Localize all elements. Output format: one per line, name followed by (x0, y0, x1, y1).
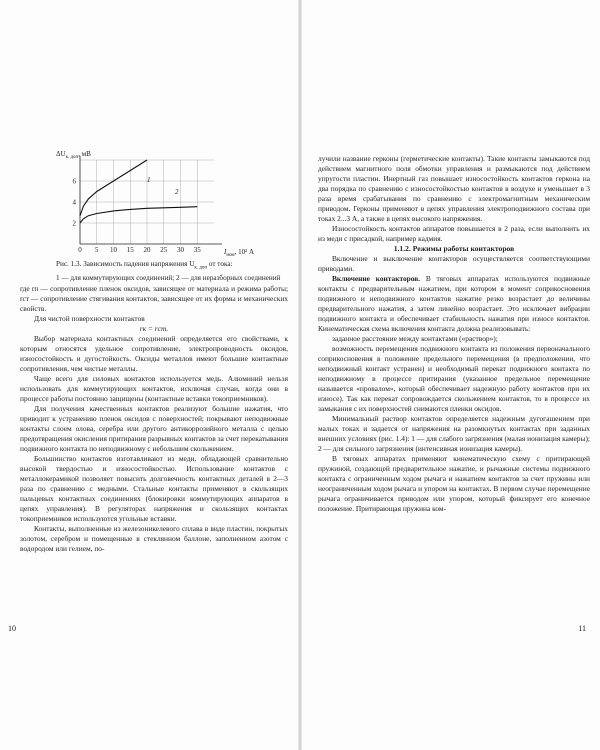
paragraph: возможность перемещения подвижного контакта из положения первоначального соприкосновения в положение предельного перемещения (в предположении, что неподвижный контакт устранен) и необходимый перекат подвижного контакта по неподвижному в процессе притирания (указанное предельное перемещение называется «провалом», который обеспечивает надежную работу контактов при их износе). Так как перекат сопровождается скольжением контактов, то в процессе их замыкания с их поверхностей снимаются пленки оксидов. (318, 344, 590, 413)
y-tick-label: 6 (72, 177, 76, 186)
paragraph: Выбор материала контактных соединений определяется его свойствами, к которым относятся удельное сопротивление, электропроводность оксидов, износостойкость и дугостойкость. Оксиды металлов имеют большие контактные сопротивления, чем чистые металлы. (20, 334, 288, 373)
right-page (304, 0, 600, 750)
page-number-right: 11 (578, 624, 586, 633)
y-axis-label: $\Delta U_{к. доп}$, мВ (56, 150, 91, 160)
run-in-heading: Включение контакторов. (332, 274, 421, 283)
paragraph: Для чистой поверхности контактов (34, 314, 145, 323)
paragraph: Чаще всего для силовых контактов используется медь. Алюминий нельзя использовать для коммутирующих контактов, исключая случаи, когда они в процессе работы постоянно защищены (контактные вставки токоприемников). (20, 374, 288, 403)
left-text-column (20, 284, 288, 554)
paragraph: Износостойкость контактов аппаратов повышается в 2 раза, если выполнить их из меди с присадкой, например кадмия. (318, 224, 590, 243)
paragraph: Включение и выключение контакторов осуществляется соответствующими приводами. (318, 254, 590, 273)
x-tick-label: 30 (177, 246, 184, 254)
figure-1-3-chart (54, 148, 278, 260)
figure-caption: Рис. 1.3. Зависимость падения напряжения $U_{к. доп}$ от тока: 1 — для коммутирующих соединений; 2 — для неразборных соединений (56, 260, 281, 283)
paragraph: Включение контакторов. В тяговых аппаратах используются подвижные контакты с предварительным нажатием, при котором в момент соприкосновения подвижного и неподвижного контактов нажатие резко возрастает до величины предварительного нажатия, а затем линейно возрастает. Это исключает вибрации подвижного контакта и обеспечивает стабильность нажатия при износе контактов. Кинематическая схема включения контакта должна реализовывать: (318, 274, 590, 333)
x-tick-label: 15 (126, 246, 134, 254)
x-tick-label: 20 (143, 246, 151, 254)
x-tick-label: 0 (78, 246, 82, 254)
paragraph: заданное расстояние между контактами («раствор»); (332, 334, 498, 343)
curve-1-label: 1 (147, 176, 151, 184)
book-gutter (298, 0, 302, 750)
formula: rк = rст. (139, 324, 169, 333)
x-tick-label: 35 (193, 246, 201, 254)
paragraph: Большинство контактов изготавливают из меди, обладающей сравнительно высокой твердостью и износостойкостью. Использование контактов с металлокерамикой позволяет повысить долговечность контактных деталей в 2—3 раза по сравнению с медными. Стальные контакты применяют в скользящих пальцевых контактных соединениях (блокировки коммутирующих аппаратов в цепях управления). В регуляторах напряжения и скользящих контактах токоприемников используются угольные вставки. (20, 454, 288, 523)
y-tick-label: 4 (72, 198, 76, 207)
paragraph: где rп — сопротивление пленок оксидов, зависящее от материала и режима работы; rст — сопротивление стягивания контактов, зависящее от их формы и механических свойств. (20, 284, 288, 313)
y-tick-label: 2 (72, 219, 76, 228)
paragraph: Минимальный раствор контактов определяется надежным дугогашением при малых токах и задается от напряжения на разомкнутых контактах при заданных внешних условиях (рис. 1.4): 1 — для слабого загрязнения (малая ионизация камеры); 2 — для сильного загрязнения (интенсивная ионизация камеры). (318, 414, 590, 453)
x-axis-label: $I_{ном}$, 10² А (224, 248, 254, 258)
series-line-2 (80, 207, 197, 223)
right-text-column (318, 154, 590, 514)
paragraph: лучили название герконы (герметические контакты). Такие контакты замыкаются под действием магнитного поля обмотки управления и размыкаются под действием упругости пластин. Инертный газ повышает износостойкость контактов геркона на два порядка по сравнению с износостойкостью контактов в воздухе и уменьшает в 3 раза время срабатывания по сравнению с электромагнитным механическим приводом. Герконы применяют в цепях управления электроподвижного состава при токах 2...3 А, а также в цепях высокого напряжения. (318, 154, 590, 223)
x-tick-label: 5 (95, 246, 99, 254)
paragraph: В тяговых аппаратах применяют кинематическую схему с притирающей пружиной, создающей предварительное нажатие, и рычажные системы подвижного контакта с ограниченным ходом рычага и нажатием контактов за счет пружины или неограниченным ходом рычага и упором на контактах. В первом случае перемещение рычага ограничивается приводом или упором, который фиксирует его конечное положение. Притирающая пружина ком- (318, 454, 590, 513)
left-page (0, 0, 296, 750)
curve-2-label: 2 (175, 188, 179, 196)
paragraph: Для получения качественных контактов реализуют большие нажатия, что приводит к устранению пленок оксидов с поверхностей; покрывают неподвижные контакты слоем олова, серебра или другого антикоррозийного металла с целью предотвращения окисления притирания разрывных контактов за счет перекатывания подвижного контакта по неподвижному с небольшим скольжением. (20, 404, 288, 453)
x-tick-label: 25 (160, 246, 168, 254)
section-heading: 1.1.2. Режимы работы контакторов (393, 244, 515, 253)
x-tick-label: 10 (110, 246, 117, 254)
paragraph: Контакты, выполненные из железоникелевого сплава в виде пластин, покрытых золотом, серебром и помещенные в стеклянном баллоне, заполненном азотом с водородом или гелием, по- (20, 524, 288, 553)
page-number-left: 10 (8, 624, 16, 633)
